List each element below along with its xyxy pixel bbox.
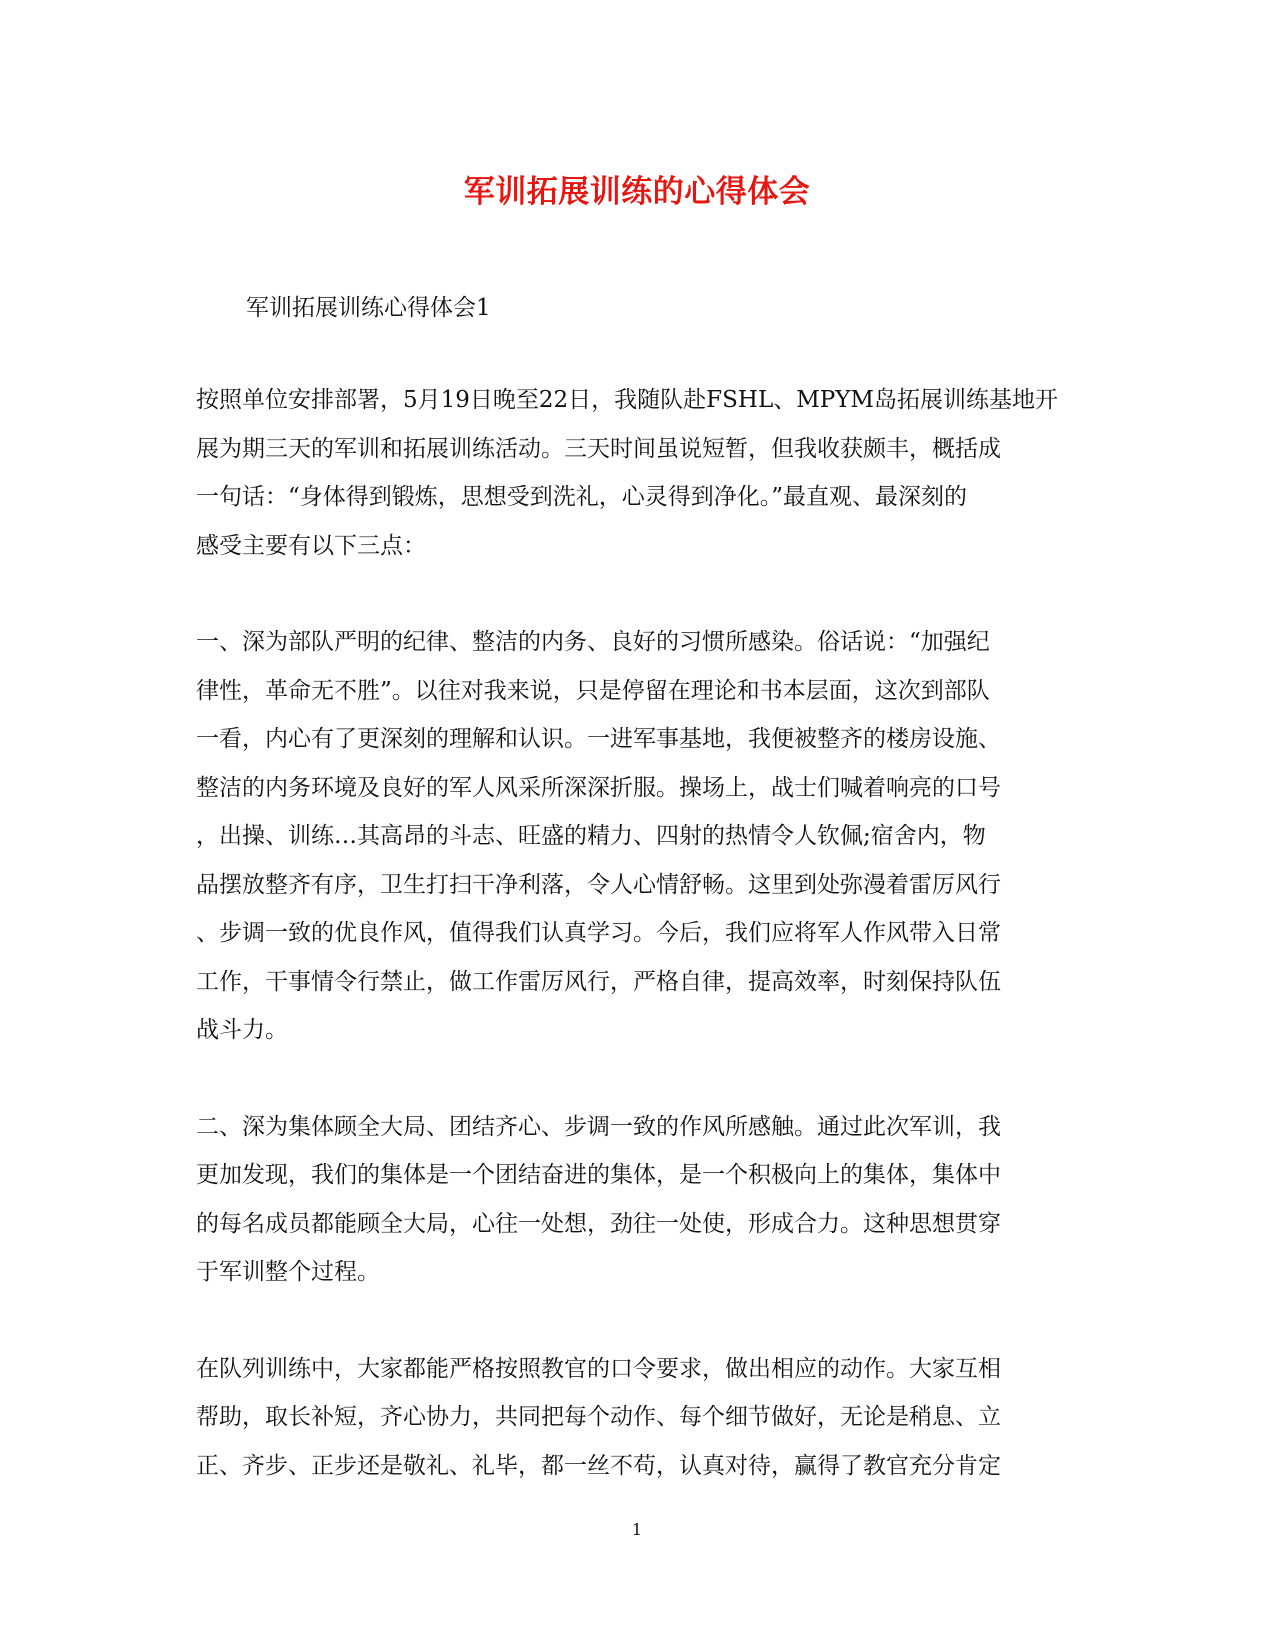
text-line: 于军训整个过程。 <box>196 1259 380 1285</box>
text-line: 的每名成员都能顾全大局，心往一处想，劲往一处使，形成合力。这种思想贯穿 <box>196 1210 1001 1237</box>
text-line: 律性，革命无不胜”。以往对我来说，只是停留在理论和书本层面，这次到部队 <box>196 677 990 704</box>
text-line: 一看，内心有了更深刻的理解和认识。一进军事基地，我便被整齐的楼房设施、 <box>196 726 1001 752</box>
section-subheading: 军训拓展训练心得体会1 <box>246 295 491 321</box>
text-line: 正、齐步、正步还是敬礼、礼毕，都一丝不苟，认真对待，赢得了教官充分肯定 <box>196 1452 1001 1479</box>
text-line: 整洁的内务环境及良好的军人风采所深深折服。操场上，战士们喊着响亮的口号 <box>196 774 1001 801</box>
text-line: 一句话：“身体得到锻炼，思想受到洗礼，心灵得到净化。”最直观、最深刻的 <box>196 484 968 510</box>
text-line: 更加发现，我们的集体是一个团结奋进的集体，是一个积极向上的集体，集体中 <box>196 1162 1001 1188</box>
page-number: 1 <box>631 1520 643 1539</box>
paragraph-point-two <box>196 1103 1076 1297</box>
text-line: 工作，干事情令行禁止，做工作雷厉风行，严格自律，提高效率，时刻保持队伍 <box>196 968 1001 995</box>
text-line: 感受主要有以下三点： <box>196 532 426 559</box>
text-line: 按照单位安排部署，5月19日晚至22日，我随队赴FSHL、MPYM岛拓展训练基地开 <box>196 387 1058 413</box>
text-line: 展为期三天的军训和拓展训练活动。三天时间虽说短暂，但我收获颇丰，概括成 <box>196 435 1001 462</box>
paragraph-intro <box>196 376 1076 570</box>
text-line: 帮助，取长补短，齐心协力，共同把每个动作、每个细节做好，无论是稍息、立 <box>196 1404 1001 1430</box>
text-line: 一、深为部队严明的纪律、整洁的内务、良好的习惯所感染。俗话说：“加强纪 <box>196 629 990 655</box>
paragraph-point-one <box>196 618 1076 1055</box>
document-title: 军训拓展训练的心得体会 <box>463 174 811 210</box>
text-line: 二、深为集体顾全大局、团结齐心、步调一致的作风所感触。通过此次军训，我 <box>196 1113 1001 1140</box>
text-line: 、步调一致的优良作风，值得我们认真学习。今后，我们应将军人作风带入日常 <box>196 920 1001 946</box>
document-body <box>196 288 1076 1538</box>
text-line: 战斗力。 <box>196 1017 288 1043</box>
text-line: 在队列训练中，大家都能严格按照教官的口令要求，做出相应的动作。大家互相 <box>196 1355 1001 1382</box>
paragraph-drill-training <box>196 1345 1076 1491</box>
text-line: ，出操、训练…其高昂的斗志、旺盛的精力、四射的热情令人钦佩;宿舍内，物 <box>196 823 986 849</box>
text-line: 品摆放整齐有序，卫生打扫干净利落，令人心情舒畅。这里到处弥漫着雷厉风行 <box>196 871 1001 898</box>
